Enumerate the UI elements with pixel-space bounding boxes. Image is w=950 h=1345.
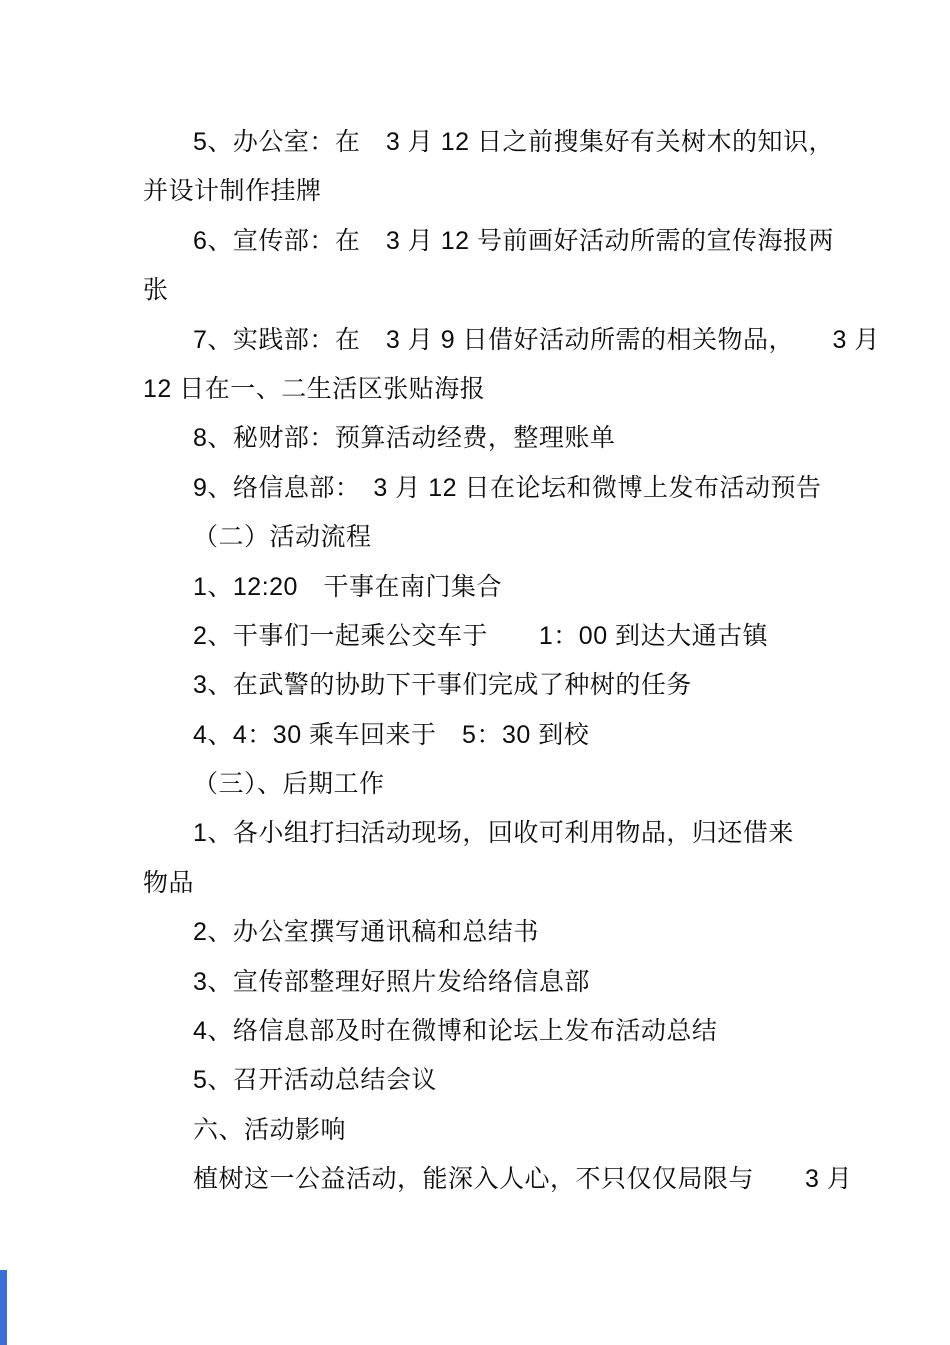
text-line: 4、4：30 乘车回来于 5：30 到校 (193, 720, 590, 749)
text-line: 2、办公室撰写通讯稿和总结书 (193, 918, 539, 947)
text-line: 12 日在一、二生活区张贴海报 (143, 374, 486, 403)
text-line: 7、实践部：在 3 月 9 日借好活动所需的相关物品， 3 月 (193, 325, 880, 354)
text-line: 物品 (143, 868, 195, 897)
text-line: （二）活动流程 (193, 523, 372, 552)
text-line: 六、活动影响 (193, 1115, 347, 1144)
text-line: 2、干事们一起乘公交车于 1：00 到达大通古镇 (193, 621, 769, 650)
text-line: 8、秘财部：预算活动经费，整理账单 (193, 424, 616, 453)
text-line: 6、宣传部：在 3 月 12 号前画好活动所需的宣传海报两 (193, 226, 834, 255)
text-line: 1、12:20 干事在南门集合 (193, 572, 502, 601)
text-line: 5、召开活动总结会议 (193, 1066, 437, 1095)
document-body (143, 118, 880, 1205)
text-line: 3、在武警的协助下干事们完成了种树的任务 (193, 671, 692, 700)
text-line: 植树这一公益活动，能深入人心，不只仅仅局限与 3 月 (193, 1165, 853, 1194)
text-line: 张 (143, 276, 169, 305)
text-line: 并设计制作挂牌 (143, 177, 322, 206)
text-line: 1、各小组打扫活动现场，回收可利用物品，归还借来 (193, 819, 794, 848)
text-line: 3、宣传部整理好照片发给络信息部 (193, 967, 590, 996)
text-line: 5、办公室：在 3 月 12 日之前搜集好有关树木的知识， (193, 128, 834, 156)
text-line: （三）、后期工作 (193, 770, 385, 799)
page-edge-artifact (0, 1270, 7, 1345)
text-line: 9、络信息部： 3 月 12 日在论坛和微博上发布活动预告 (193, 473, 822, 502)
text-line: 4、络信息部及时在微博和论坛上发布活动总结 (193, 1017, 718, 1046)
